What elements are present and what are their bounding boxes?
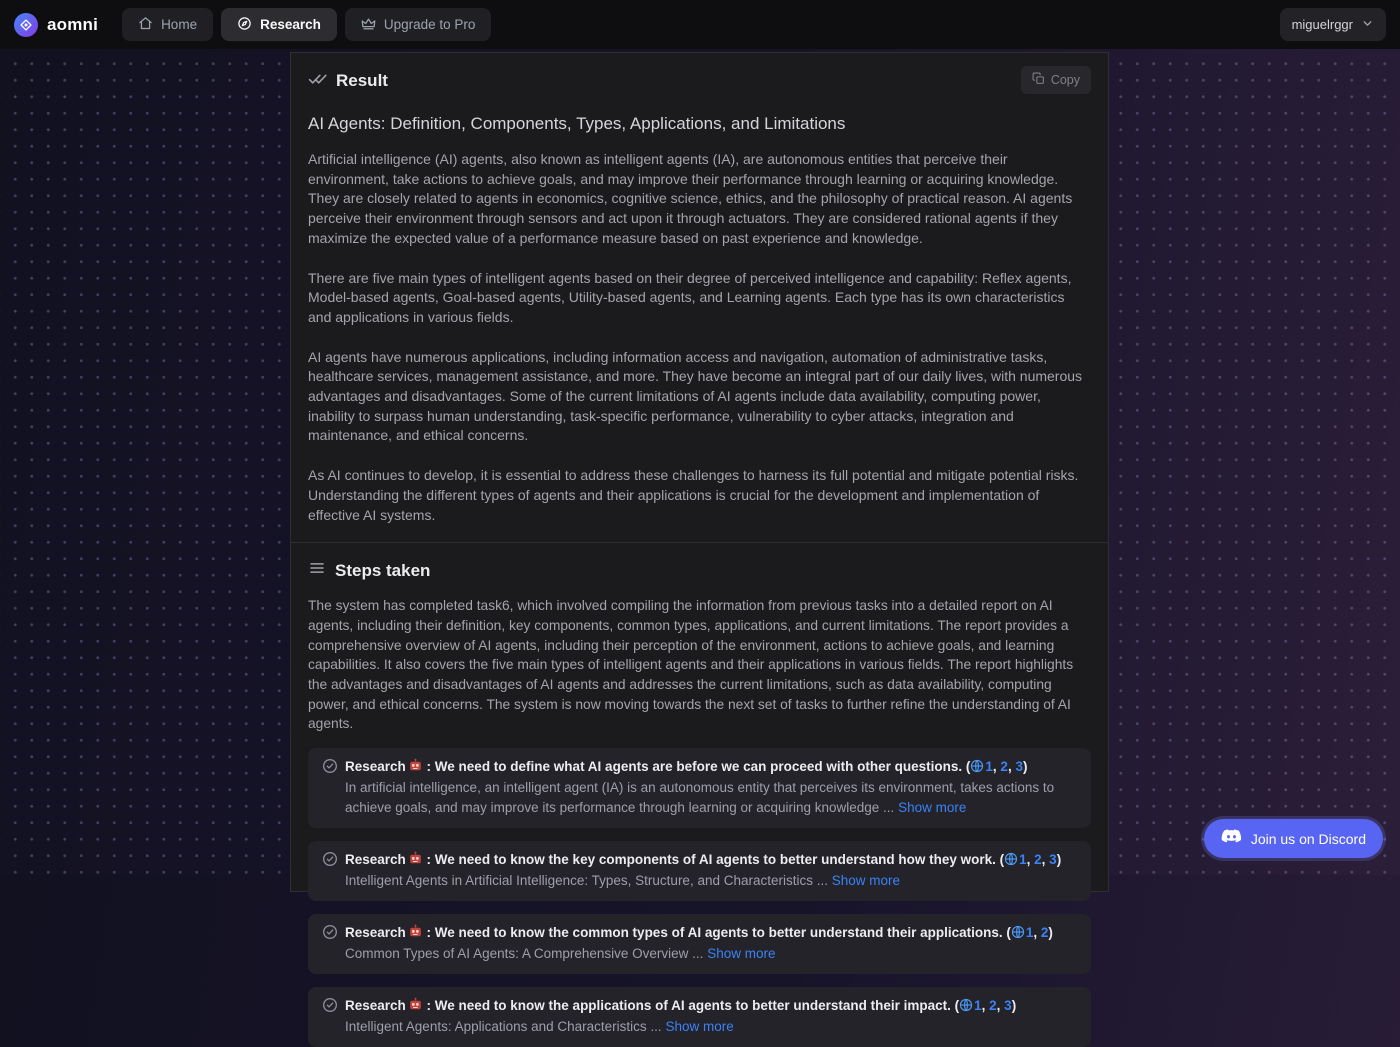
step-body bbox=[345, 871, 1077, 891]
steps-list bbox=[308, 748, 1091, 1047]
show-more-link[interactable]: Show more bbox=[898, 799, 967, 815]
step-title: : We need to define what AI agents are before we can proceed with other questions. ( bbox=[422, 758, 971, 774]
show-more-link[interactable]: Show more bbox=[665, 1018, 734, 1034]
citation-link[interactable]: 3 bbox=[1004, 997, 1012, 1013]
robot-icon bbox=[406, 759, 423, 774]
step-prefix: Research bbox=[345, 758, 406, 774]
globe-icon bbox=[1004, 852, 1019, 867]
report-paragraph: Artificial intelligence (AI) agents, also known as intelligent agents (IA), are autonomous entities that perceive their environment, take actions to achieve goals, and may improve their performance through learning or acquiring knowledge. They are closely related to agents in economics, cognitive science, ethics, and the philosophy of practical reason. AI agents perceive their environment through sensors and act upon it through actuators. They are considered rational agents if they maximize the expected value of a performance measure based on past experience and knowledge. bbox=[308, 151, 1073, 246]
steps-section-title: Steps taken bbox=[335, 560, 431, 580]
result-panel bbox=[290, 52, 1109, 1034]
report-paragraph: As AI continues to develop, it is essential to address these challenges to harness its full potential and mitigate potential risks. Understanding the different types of agents and their applications is crucial for the development and implementation of effective AI systems. bbox=[308, 467, 1079, 523]
step-body-text: Common Types of AI Agents: A Comprehensive Overview ... bbox=[345, 945, 708, 961]
copy-icon bbox=[1032, 72, 1045, 88]
compass-icon bbox=[237, 16, 252, 34]
step-title: : We need to know the key components of AI agents to better understand how they work. ( bbox=[422, 851, 1005, 867]
research-step-item bbox=[308, 987, 1091, 1047]
step-body-text: In artificial intelligence, an intelligent agent (IA) is an autonomous entity that perceives its environment, takes actions to achieve goals, and may improve its performance through learning or acquiring knowledge ... bbox=[345, 779, 1055, 815]
step-body bbox=[345, 1017, 1077, 1037]
robot-icon bbox=[406, 998, 423, 1013]
result-section-title: Result bbox=[336, 71, 388, 90]
check-circle-icon bbox=[322, 998, 345, 1013]
step-title: : We need to know the common types of AI agents to better understand their applications. ( bbox=[422, 924, 1011, 940]
research-step-item bbox=[308, 841, 1091, 901]
citation-link[interactable]: 2 bbox=[1040, 924, 1049, 940]
crown-icon bbox=[361, 16, 376, 34]
step-header: Research : We need to know the applications of AI agents to better understand their impact. ( 1, 2, 3) bbox=[322, 996, 1077, 1016]
list-icon bbox=[308, 559, 326, 582]
nav-home-button[interactable]: Home bbox=[122, 8, 213, 41]
citation-link[interactable]: 2 bbox=[989, 997, 997, 1013]
check-circle-icon bbox=[322, 852, 345, 867]
step-header: Research : We need to know the common types of AI agents to better understand their applications. ( 1, 2) bbox=[322, 923, 1077, 943]
nav-upgrade-button[interactable]: Upgrade to Pro bbox=[345, 8, 492, 41]
result-section-header bbox=[308, 53, 1091, 93]
step-title: : We need to know the applications of AI agents to better understand their impact. ( bbox=[422, 997, 960, 1013]
step-prefix: Research bbox=[345, 851, 406, 867]
citation-link[interactable]: 1 bbox=[974, 997, 982, 1013]
user-menu-button[interactable]: miguelrggr bbox=[1280, 8, 1386, 41]
steps-section-header bbox=[308, 543, 1091, 582]
step-body bbox=[345, 778, 1077, 818]
home-icon bbox=[138, 16, 153, 34]
citation-link[interactable]: 1 bbox=[1019, 851, 1027, 867]
brand-logo[interactable] bbox=[14, 13, 98, 37]
step-body bbox=[345, 944, 1077, 964]
report-title: AI Agents: Definition, Components, Types, Applications, and Limitations bbox=[308, 114, 846, 133]
report-paragraph: There are five main types of intelligent agents based on their degree of perceived intelligence and capability: Reflex agents, Model-based agents, Goal-based agents, Utility-based agents, and Learning agents. Each type has its own characteristics and applications in various fields. bbox=[308, 269, 1072, 325]
step-prefix: Research bbox=[345, 924, 406, 940]
step-header: Research : We need to know the key components of AI agents to better understand how they work. ( 1, 2, 3) bbox=[322, 850, 1077, 870]
brand-name: aomni bbox=[47, 14, 99, 34]
globe-icon bbox=[970, 759, 985, 774]
top-navbar bbox=[0, 0, 1400, 49]
step-header: Research : We need to define what AI agents are before we can proceed with other questions. ( 1, 2, 3) bbox=[322, 757, 1077, 777]
chevron-down-icon bbox=[1361, 17, 1374, 33]
steps-summary: The system has completed task6, which involved compiling the information from previous tasks into a detailed report on AI agents, including their definition, key components, common types, applications, and current limitations. The report provides a comprehensive overview of AI agents, including their perception of the environment, actions to achieve goals, and learning capabilities. It also covers the five main types of intelligent agents and their applications in various fields. The report highlights the advantages and disadvantages of AI agents and addresses the current limitations, such as data availability, computing power, and ethical concerns. The system is now moving towards the next set of tasks to further refine the understanding of AI agents. bbox=[308, 598, 1074, 732]
step-prefix: Research bbox=[345, 997, 406, 1013]
citation-link[interactable]: 2 bbox=[1000, 758, 1008, 774]
research-step-item bbox=[308, 748, 1091, 828]
citation-link[interactable]: 1 bbox=[1025, 924, 1034, 940]
check-circle-icon bbox=[322, 759, 345, 774]
report-paragraph: AI agents have numerous applications, including information access and navigation, automation of administrative tasks, healthcare services, management assistance, and more. They have become an integral part of our daily lives, with numerous advantages and disadvantages. Some of the current limitations of AI agents include data availability, computing power, inability to surpass human understanding, task-specific performance, vulnerability to cyber attacks, integration and maintenance, and ethical concerns. bbox=[308, 348, 1083, 444]
robot-icon bbox=[406, 925, 423, 940]
research-step-item bbox=[308, 914, 1091, 974]
show-more-link[interactable]: Show more bbox=[707, 945, 776, 961]
globe-icon bbox=[1011, 925, 1026, 940]
step-body-text: Intelligent Agents in Artificial Intelligence: Types, Structure, and Characteristics ... bbox=[345, 872, 832, 888]
globe-icon bbox=[959, 998, 974, 1013]
show-more-link[interactable]: Show more bbox=[831, 872, 901, 888]
discord-button[interactable]: Join us on Discord bbox=[1204, 819, 1383, 858]
discord-icon bbox=[1221, 829, 1242, 848]
citation-link[interactable]: 3 bbox=[1015, 758, 1023, 774]
robot-icon bbox=[406, 852, 423, 867]
check-circle-icon bbox=[322, 925, 345, 940]
citation-link[interactable]: 3 bbox=[1049, 851, 1057, 867]
citation-link[interactable]: 2 bbox=[1034, 851, 1042, 867]
aomni-logo-icon bbox=[14, 13, 38, 37]
step-body-text: Intelligent Agents: Applications and Characteristics ... bbox=[345, 1018, 666, 1034]
nav-research-button[interactable]: Research bbox=[221, 8, 337, 41]
double-check-icon bbox=[308, 69, 327, 93]
citation-link[interactable]: 1 bbox=[985, 758, 993, 774]
copy-button[interactable]: Copy bbox=[1021, 66, 1091, 94]
